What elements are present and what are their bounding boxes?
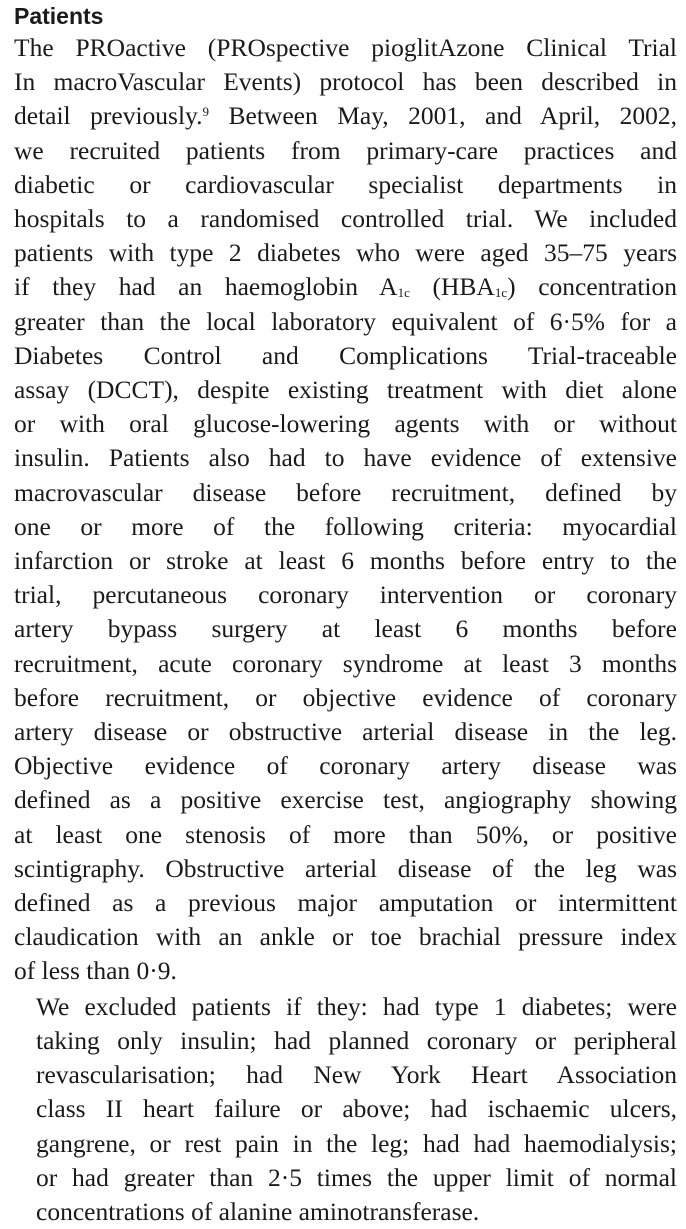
text-line: defined as a previous major amputation or intermittent	[14, 888, 677, 918]
text-line: macrovascular disease before recruitment, defined by	[14, 477, 677, 507]
text-line: Objective evidence of coronary artery disease was	[14, 751, 677, 781]
text-line: we recruited patients from primary-care practices and	[14, 135, 677, 165]
text-line: scintigraphy. Obstructive arterial disease of the leg was	[14, 853, 677, 883]
text-line: or had greater than 2·5 times the upper limit of normal	[36, 1162, 677, 1192]
text-run: (HBA	[409, 272, 495, 302]
text-line: revascularisation; had New York Heart Association	[36, 1060, 677, 1090]
text-line: insulin. Patients also had to have evidence of extensive	[14, 443, 677, 473]
text-line: We excluded patients if they: had type 1 diabetes; were	[36, 991, 677, 1021]
reference-superscript: 9	[202, 104, 210, 120]
text-line: class II heart failure or above; had ischaemic ulcers,	[36, 1094, 677, 1124]
text-line: The PROactive (PROspective pioglitAzone Clinical Trial	[14, 33, 677, 62]
section-heading: Patients	[14, 3, 104, 29]
text-line: defined as a positive exercise test, angiography showing	[14, 785, 677, 815]
text-line: greater than the local laboratory equivalent of 6·5% for a	[14, 306, 677, 336]
text-line	[14, 99, 677, 133]
paragraph-patients-exclusion	[14, 990, 677, 1229]
text-line: hospitals to a randomised controlled trial. We included	[14, 204, 677, 234]
text-line: taking only insulin; had planned coronary or peripheral	[36, 1025, 677, 1055]
text-run: if they had an haemoglobin A	[14, 272, 398, 302]
text-line: patients with type 2 diabetes who were aged 35–75 years	[14, 238, 677, 268]
text-line: diabetic or cardiovascular specialist departments in	[14, 169, 677, 199]
text-line: or with oral glucose-lowering agents with or without	[14, 409, 677, 439]
text-line: In macroVascular Events) protocol has been described in	[14, 67, 677, 97]
text-run: ) concentration	[507, 272, 678, 302]
text-line: infarction or stroke at least 6 months before entry to the	[14, 546, 677, 576]
text-line: concentrations of alanine aminotransferase.	[36, 1196, 480, 1226]
paragraph-patients-inclusion	[14, 31, 677, 989]
text-line: artery disease or obstructive arterial disease in the leg.	[14, 717, 677, 747]
text-line: Diabetes Control and Complications Trial-traceable	[14, 340, 677, 370]
subscript: 1c	[397, 285, 410, 301]
text-line: at least one stenosis of more than 50%, or positive	[14, 819, 677, 849]
text-line: gangrene, or rest pain in the leg; had had haemodialysis;	[36, 1128, 677, 1158]
text-line: one or more of the following criteria: myocardial	[14, 511, 677, 541]
text-line: claudication with an ankle or toe brachial pressure index	[14, 922, 677, 952]
text-line	[14, 270, 677, 304]
text-run: detail previously.	[14, 101, 203, 131]
text-line: before recruitment, or objective evidence of coronary	[14, 682, 677, 712]
text-line: artery bypass surgery at least 6 months before	[14, 614, 677, 644]
text-run: Between May, 2001, and April, 2002,	[209, 101, 677, 131]
text-line: trial, percutaneous coronary intervention or coronary	[14, 580, 677, 610]
text-line: recruitment, acute coronary syndrome at least 3 months	[14, 648, 677, 678]
text-line: assay (DCCT), despite existing treatment with diet alone	[14, 375, 677, 405]
text-line: of less than 0·9.	[14, 956, 177, 986]
subscript: 1c	[494, 285, 508, 301]
